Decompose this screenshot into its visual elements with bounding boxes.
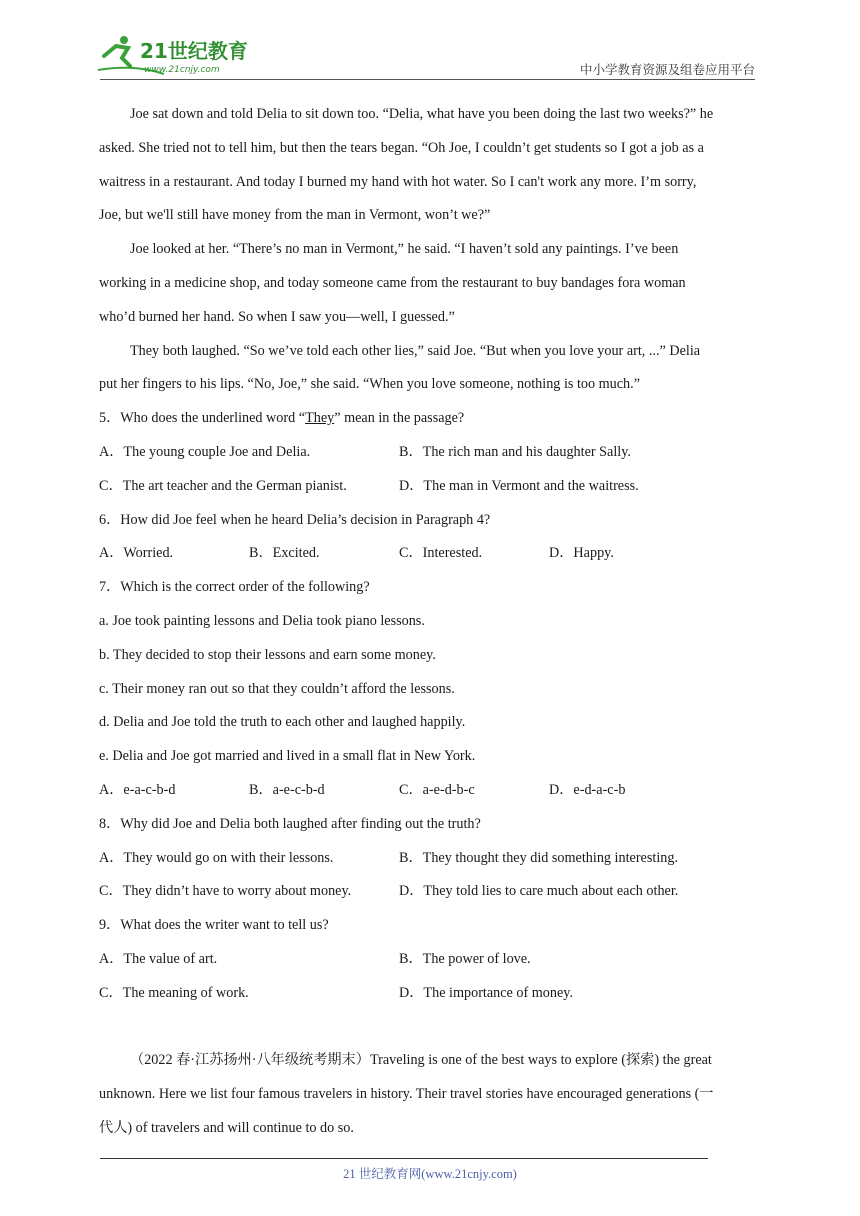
- footer-divider: [100, 1158, 708, 1159]
- option-a[interactable]: A．They would go on with their lessons.: [99, 849, 334, 866]
- option-a[interactable]: A．e-a-c-b-d: [99, 781, 176, 798]
- option-d[interactable]: D．Happy.: [549, 545, 614, 562]
- order-item: a. Joe took painting lessons and Delia took piano lessons.: [99, 612, 425, 629]
- question-5-options-row: [99, 436, 759, 470]
- passage-line: Joe, but we'll still have money from the man in Vermont, won’t we?”: [99, 207, 491, 224]
- option-b[interactable]: B．They thought they did something interesting.: [399, 849, 678, 866]
- passage-line: Joe looked at her. “There’s no man in Vermont,” he said. “I haven’t sold any paintings. I’ve been: [130, 241, 679, 258]
- svg-text:21世纪教育: 21世纪教育: [140, 39, 248, 63]
- question-9-options-row: [99, 943, 759, 977]
- question-7-stem: 7．Which is the correct order of the following?: [99, 579, 370, 596]
- option-c[interactable]: C．The meaning of work.: [99, 984, 249, 1001]
- document-body: [99, 98, 759, 1146]
- order-item: d. Delia and Joe told the truth to each other and laughed happily.: [99, 714, 466, 731]
- header-divider: [100, 79, 755, 80]
- passage-line: working in a medicine shop, and today someone came from the restaurant to buy bandages fora woman: [99, 274, 686, 291]
- platform-title: 中小学教育资源及组卷应用平台: [579, 62, 755, 77]
- q5-stem-post: ” mean in the passage?: [334, 410, 465, 427]
- passage-line: put her fingers to his lips. “No, Joe,” she said. “When you love someone, nothing is too much.”: [99, 376, 640, 393]
- question-9-stem: 9．What does the writer want to tell us?: [99, 917, 329, 934]
- question-5-options-row: [99, 470, 759, 504]
- section-spacer: [99, 1011, 759, 1045]
- footer-link[interactable]: 21 世纪教育网(www.21cnjy.com): [343, 1167, 517, 1181]
- option-b[interactable]: B．The power of love.: [399, 950, 531, 967]
- passage-line: Joe sat down and told Delia to sit down too. “Delia, what have you been doing the last two weeks?” he: [130, 106, 714, 122]
- option-d[interactable]: D．The man in Vermont and the waitress.: [399, 477, 639, 494]
- option-a[interactable]: A．Worried.: [99, 545, 174, 562]
- passage-line: They both laughed. “So we’ve told each other lies,” said Joe. “But when you love your art, ...” Delia: [130, 342, 701, 359]
- question-8-options-row: [99, 875, 759, 909]
- next-passage-line: unknown. Here we list four famous travelers in history. Their travel stories have encouraged generations (一: [99, 1086, 714, 1103]
- option-b[interactable]: B．a-e-c-b-d: [249, 781, 325, 798]
- question-8-options-row: [99, 842, 759, 876]
- option-c[interactable]: C．They didn’t have to worry about money.: [99, 883, 352, 900]
- next-passage-line: （2022 春·江苏扬州·八年级统考期末）Traveling is one of the best ways to explore (探索) the great: [130, 1052, 712, 1069]
- option-a[interactable]: A．The young couple Joe and Delia.: [99, 443, 311, 460]
- question-9-options-row: [99, 977, 759, 1011]
- order-item: c. Their money ran out so that they couldn’t afford the lessons.: [99, 680, 455, 697]
- option-b[interactable]: B．The rich man and his daughter Sally.: [399, 443, 631, 460]
- option-d[interactable]: D．The importance of money.: [399, 984, 574, 1001]
- logo: [94, 34, 264, 78]
- q5-stem-pre: 5．Who does the underlined word “: [99, 410, 306, 427]
- passage-line: asked. She tried not to tell him, but then the tears began. “Oh Joe, I couldn’t get students so I got a job as a: [99, 139, 704, 156]
- page-header: [0, 0, 860, 90]
- next-passage-line: 代人) of travelers and will continue to do so.: [99, 1119, 354, 1136]
- question-8-stem: 8．Why did Joe and Delia both laughed after finding out the truth?: [99, 815, 481, 832]
- logo-graphic: [94, 34, 264, 78]
- option-c[interactable]: C．a-e-d-b-c: [399, 781, 475, 798]
- option-d[interactable]: D．They told lies to care much about each other.: [399, 883, 679, 900]
- underlined-word: They: [305, 410, 335, 427]
- passage-line: who’d burned her hand. So when I saw you—well, I guessed.”: [99, 308, 455, 325]
- option-d[interactable]: D．e-d-a-c-b: [549, 781, 626, 798]
- option-b[interactable]: B．Excited.: [249, 545, 320, 562]
- question-6-options-row: [99, 537, 759, 571]
- option-c[interactable]: C．The art teacher and the German pianist.: [99, 477, 347, 494]
- question-6-stem: 6．How did Joe feel when he heard Delia’s decision in Paragraph 4?: [99, 511, 491, 528]
- order-item: e. Delia and Joe got married and lived in a small flat in New York.: [99, 748, 476, 765]
- order-item: b. They decided to stop their lessons and earn some money.: [99, 646, 436, 663]
- question-7-options-row: [99, 774, 759, 808]
- option-c[interactable]: C．Interested.: [399, 545, 483, 562]
- question-5-stem: [99, 402, 759, 436]
- svg-text:www.21cnjy.com: www.21cnjy.com: [144, 65, 220, 75]
- passage-line: waitress in a restaurant. And today I burned my hand with hot water. So I can't work any more. I’m sorry,: [99, 173, 697, 190]
- option-a[interactable]: A．The value of art.: [99, 950, 218, 967]
